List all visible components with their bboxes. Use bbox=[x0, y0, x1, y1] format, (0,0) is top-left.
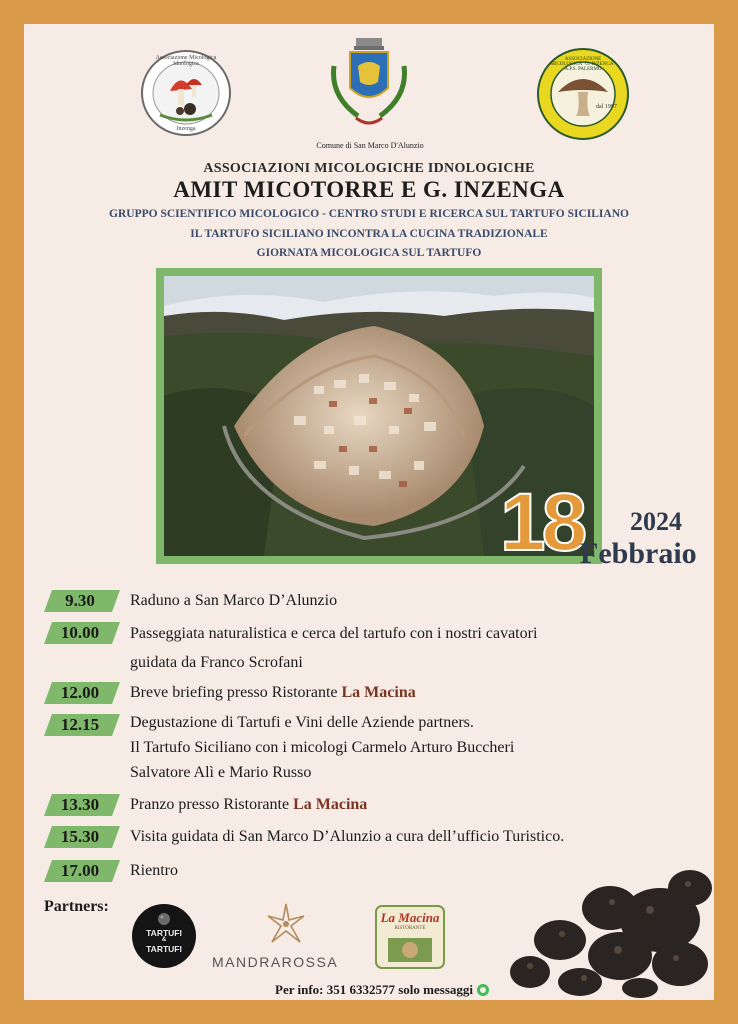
tartufi-line-2: TARTUFI bbox=[146, 944, 182, 954]
schedule-item-line: Degustazione di Tartufi e Vini delle Aziende partners. bbox=[130, 714, 474, 731]
time-tag bbox=[44, 622, 120, 644]
partners-label: Partners: bbox=[44, 898, 109, 915]
time-tag bbox=[44, 794, 120, 816]
time-label: 13.30 bbox=[60, 795, 100, 814]
truffle-icon bbox=[157, 912, 171, 926]
tartufi-amp: & bbox=[161, 937, 167, 943]
mandrarossa-star-icon bbox=[266, 902, 306, 946]
amit-logo-ring-text: Associazione Micologica Idnologica bbox=[155, 55, 217, 67]
comune-caption: Comune di San Marco D'Alunzio bbox=[316, 141, 424, 150]
time-tag bbox=[44, 682, 120, 704]
schedule-item bbox=[130, 680, 710, 705]
subtitle-line-1: GRUPPO SCIENTIFICO MICOLOGICO - CENTRO STUDI E RICERCA SUL TARTUFO SICILIANO bbox=[109, 208, 629, 220]
time-label: 12.00 bbox=[60, 683, 100, 702]
time-label: 9.30 bbox=[65, 591, 95, 610]
schedule-item-line: guidata da Franco Scrofani bbox=[130, 654, 303, 671]
schedule-item-text: Pranzo presso Ristorante bbox=[130, 796, 294, 813]
inzenga-logo-ring-text: ASSOCIAZIONE MICOLOGICA "G. INZENGA" A.P.S. PALERMO bbox=[550, 57, 616, 72]
inzenga-logo-inner-text: dal 1997 bbox=[596, 104, 617, 110]
time-tag bbox=[44, 590, 120, 612]
schedule-item-line: Il Tartufo Siciliano con i micologi Carmelo Arturo Buccheri bbox=[130, 739, 515, 756]
tartufi-tartufi-logo bbox=[132, 904, 196, 968]
schedule-item-text: Breve briefing presso Ristorante bbox=[130, 684, 342, 701]
time-tag bbox=[44, 860, 120, 882]
venue-name: La Macina bbox=[341, 684, 416, 701]
event-year: 2024 bbox=[630, 507, 682, 536]
event-day: 18 bbox=[500, 477, 584, 568]
tartufi-line-1: TARTUFI bbox=[146, 928, 182, 938]
time-label: 15.30 bbox=[60, 827, 100, 846]
schedule-item bbox=[130, 710, 710, 785]
mandrarossa-logo-text: MANDRAROSSA bbox=[212, 954, 339, 970]
la-macina-sub: RISTORANTE bbox=[394, 926, 426, 931]
schedule-item-line: Passeggiata naturalistica e cerca del tartufo con i nostri cavatori bbox=[130, 625, 538, 642]
whatsapp-icon bbox=[477, 984, 489, 996]
schedule-item bbox=[130, 792, 710, 817]
schedule-item-line: Salvatore Alì e Mario Russo bbox=[130, 764, 312, 781]
contact-info bbox=[275, 982, 489, 998]
schedule-item: Raduno a San Marco D’Alunzio bbox=[130, 592, 338, 609]
time-tag bbox=[44, 714, 120, 736]
venue-name: La Macina bbox=[293, 796, 368, 813]
contact-info-text: Per info: 351 6332577 solo messaggi bbox=[275, 982, 473, 997]
time-label: 12.15 bbox=[60, 715, 100, 734]
associations-heading: ASSOCIAZIONI MICOLOGICHE IDNOLOGICHE bbox=[203, 161, 535, 176]
time-label: 17.00 bbox=[60, 861, 100, 880]
schedule-item: Visita guidata di San Marco D’Alunzio a cura dell’ufficio Turistico. bbox=[130, 828, 565, 845]
event-month: Febbraio bbox=[580, 537, 697, 570]
time-label: 10.00 bbox=[60, 623, 100, 642]
amit-logo-bottom-text: Inzenga bbox=[176, 126, 196, 132]
page-title: AMIT MICOTORRE E G. INZENGA bbox=[173, 177, 565, 202]
time-tag bbox=[44, 826, 120, 848]
subtitle-line-3: GIORNATA MICOLOGICA SUL TARTUFO bbox=[256, 247, 482, 259]
comune-crest-logo bbox=[328, 36, 410, 136]
truffles-image bbox=[500, 860, 720, 1000]
la-macina-title: La Macina bbox=[380, 910, 440, 925]
schedule-item: Rientro bbox=[130, 862, 178, 879]
subtitle-line-2: IL TARTUFO SICILIANO INCONTRA LA CUCINA TRADIZIONALE bbox=[190, 228, 548, 240]
schedule-item bbox=[130, 621, 710, 675]
